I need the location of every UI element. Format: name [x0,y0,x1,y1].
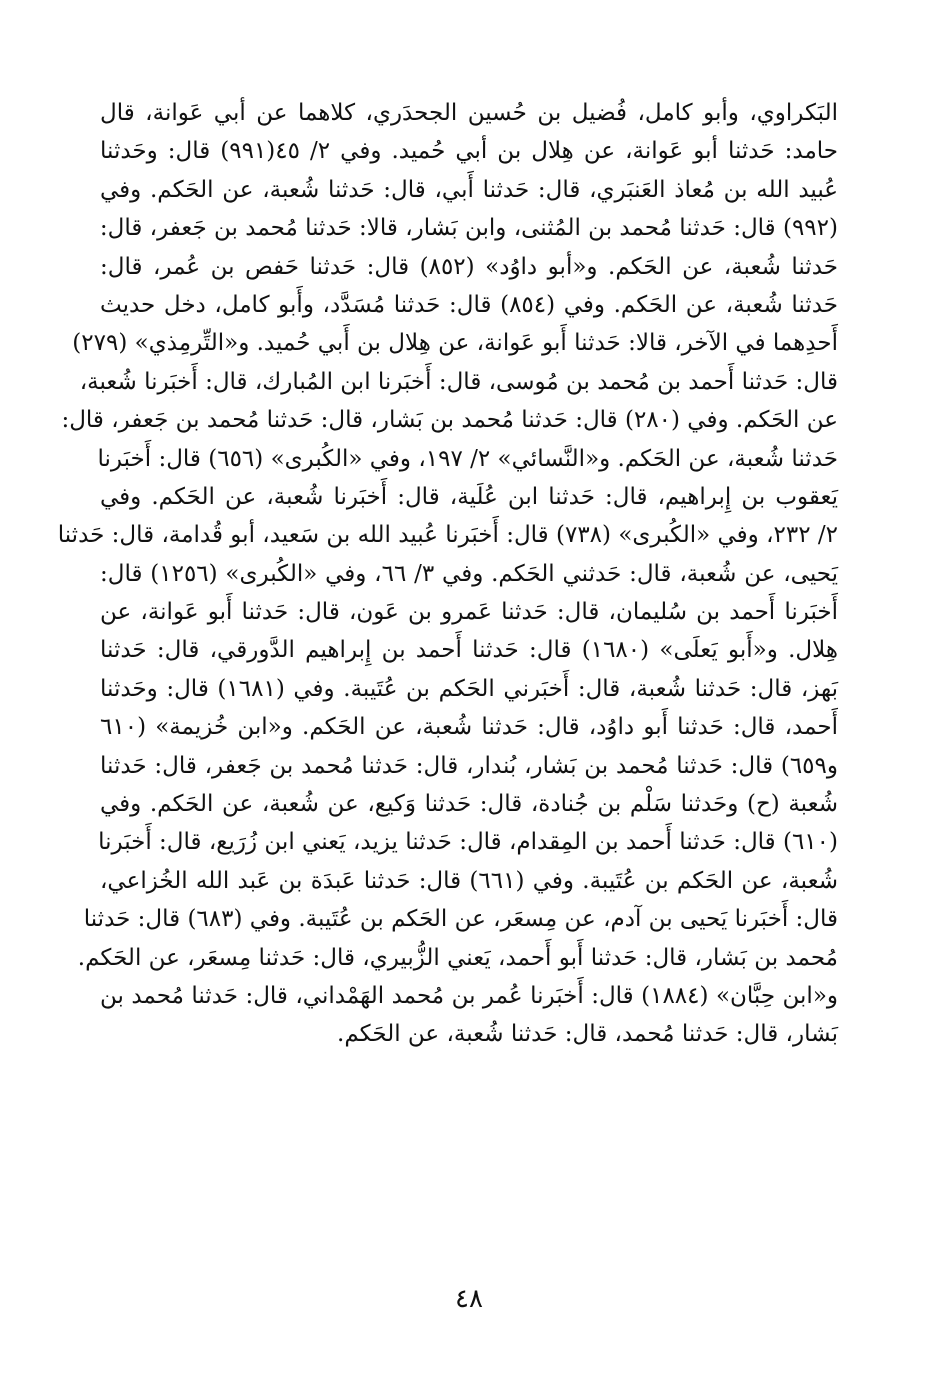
text-line: قال: حَدثنا أَحمد بن مُحمد بن مُوسى، قال: أَخبَرنا ابن المُبارك، قال: أَخبَرنا شُعبة، [79,368,838,395]
text-line: شُعبة (ح) وحَدثنا سَلْم بن جُنادة، قال: حَدثنا وَكيع، عن شُعبة، عن الحَكم. وفي [100,791,838,818]
text-line: أَحمد، قال: حَدثنا أَبو داوُد، قال: حَدثنا شُعبة، عن الحَكم. و«ابن خُزيمة» (٦١٠ [100,714,838,741]
text-line: حَدثنا شُعبة، عن الحَكم. و«النَّسائي» ٢/ ١٩٧، وفي «الكُبرى» (٦٥٦) قال: أَخبَرنا [97,445,838,472]
body-text [57,94,839,1054]
text-line: بَهز، قال: حَدثنا شُعبة، قال: أَخبَرني الحَكم بن عُتَيبة. وفي (١٦٨١) قال: وحَدثنا [100,675,838,702]
text-line: عُبيد الله بن مُعاذ العَنبَري، قال: حَدثنا أَبي، قال: حَدثنا شُعبة، عن الحَكم. وفي [100,176,838,203]
text-line: أَحدِهما في الآخر، قالا: حَدثنا أَبو عَوانة، عن هِلال بن أَبي حُميد. و«التِّرمِذي» (٢٧٩) [72,330,838,357]
text-line: مُحمد بن بَشار، قال: حَدثنا أَبو أَحمد، يَعني الزُّبيري، قال: حَدثنا مِسعَر، عن الحَكم. [77,944,838,971]
text-line: حامد: حَدثنا أبو عَوانة، عن هِلال بن أبي حُميد. وفي ٢/ ٤٥(٩٩١) قال: وحَدثنا [100,138,838,165]
text-line: حَدثنا شُعبة، عن الحَكم. وفي (٨٥٤) قال: حَدثنا مُسَدَّد، وأَبو كامل، دخل حديث [100,291,838,318]
text-line: البَكراوي، وأبو كامل، فُضيل بن حُسين الجحدَري، كلاهما عن أبي عَوانة، قال [100,100,838,126]
text-line: حَدثنا شُعبة، عن الحَكم. و«أبو داوُد» (٨٥٢) قال: حَدثنا حَفص بن عُمر، قال: [100,253,839,280]
text-line-last: بَشار، قال: حَدثنا مُحمد، قال: حَدثنا شُعبة، عن الحَكم. [337,1021,838,1048]
text-line: عن الحَكم. وفي (٢٨٠) قال: حَدثنا مُحمد بن بَشار، قال: حَدثنا مُحمد بن جَعفر، قال: [61,407,838,434]
text-line: قال: أَخبَرنا يَحيى بن آدم، عن مِسعَر، عن الحَكم بن عُتَيبة. وفي (٦٨٣) قال: حَدثنا [83,906,838,933]
text-line: و«ابن حِبَّان» (١٨٨٤) قال: أَخبَرنا عُمر بن مُحمد الهَمْداني، قال: حَدثنا مُحمد بن [100,982,839,1009]
text-line: يَحيى، عن شُعبة، قال: حَدثني الحَكم. وفي ٣/ ٦٦، وفي «الكُبرى» (١٢٥٦) قال: [100,560,839,587]
text-line: هِلال. و«أَبو يَعلَى» (١٦٨٠) قال: حَدثنا أَحمد بن إِبراهيم الدَّورقي، قال: حَدثنا [100,637,838,664]
text-line: أَخبَرنا أَحمد بن سُليمان، قال: حَدثنا عَمرو بن عَون، قال: حَدثنا أَبو عَوانة، عن [100,599,838,626]
text-line: ٢/ ٢٣٢، وفي «الكُبرى» (٧٣٨) قال: أَخبَرنا عُبيد الله بن سَعيد، أبو قُدامة، قال: حَدثنا [57,522,838,549]
page-number: ٤٨ [455,1284,483,1314]
text-line: شُعبة، عن الحَكم بن عُتَيبة. وفي (٦٦١) قال: حَدثنا عَبدَة بن عَبد الله الخُزاعي، [100,867,838,894]
text-line: يَعقوب بن إِبراهيم، قال: حَدثنا ابن عُلَية، قال: أَخبَرنا شُعبة، عن الحَكم. وفي [100,483,838,510]
text-line: (٩٩٢) قال: حَدثنا مُحمد بن المُثنى، وابن بَشار، قالا: حَدثنا مُحمد بن جَعفر، قال: [99,215,838,242]
text-line: (٦١٠) قال: حَدثنا أَحمد بن المِقدام، قال: حَدثنا يزيد، يَعني ابن زُرَيع، قال: أَخبَرنا [98,829,838,856]
text-line: و٦٥٩) قال: حَدثنا مُحمد بن بَشار، بُندار، قال: حَدثنا مُحمد بن جَعفر، قال: حَدثنا [100,752,838,779]
